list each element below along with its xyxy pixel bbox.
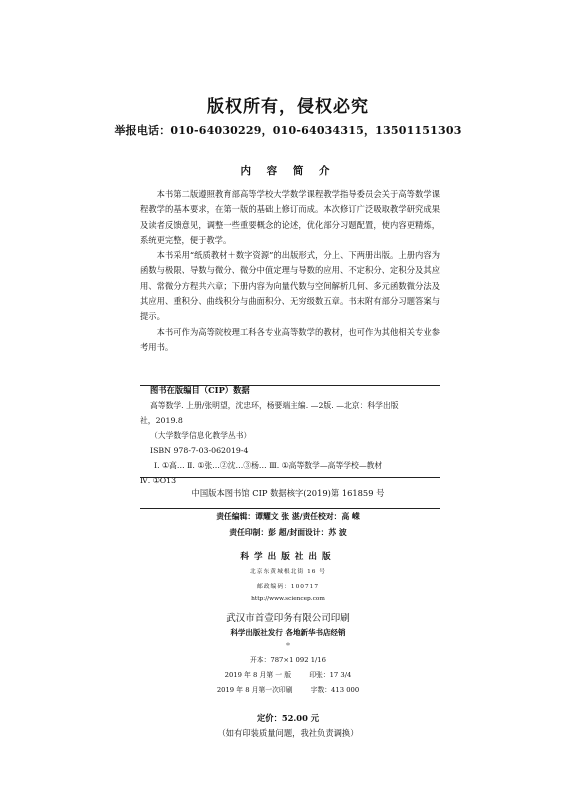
cip-subjects: Ⅰ. ①高… Ⅱ. ①张…②沈…③杨… Ⅲ. ①高等数学—高等学校—教材: [154, 461, 383, 470]
distributor: 科学出版社发行 各地新华书店经销: [230, 628, 346, 637]
intro-heading: 内 容 简 介: [240, 165, 336, 177]
edition-date: 2019 年 8 月第 一 版: [224, 671, 292, 679]
publisher-block: [0, 550, 576, 648]
print-specs: [0, 653, 576, 698]
book-format: 开本：787×1 092 1/16: [250, 656, 326, 664]
divider: [140, 477, 440, 478]
price: 定价：52.00 元: [256, 713, 320, 723]
printing-date: 2019 年 8 月第一次印刷: [216, 686, 293, 694]
quality-notice: （如有印装质量问题，我社负责调换）: [217, 728, 359, 738]
printed-sheets: 印张：17 3/4: [309, 671, 352, 679]
cip-bibliographic-line: 高等数学. 上册/张明望，沈忠环，杨要端主编. —2版. —北京：科学出版: [150, 401, 399, 410]
production-credits: 责任印制：彭 超/封面设计：苏 波: [229, 528, 347, 537]
copyright-title: 版权所有，侵权必究: [207, 97, 369, 117]
publisher-name: 科学出版社出版: [240, 552, 336, 562]
intro-paragraph: 本书采用“纸质教材＋数字资源”的出版形式，分上、下两册出版。上册内容为函数与极限、导数与微分、微分中值定理与导数的应用、不定积分、定积分及其应用、常微分方程共六章；下册内容为向量代数与空间解析几何、多元函数微分法及其应用、重积分、曲线积分与曲面积分、无穷级数五章。书末附有部分习题答案与提示。: [140, 250, 440, 322]
intro-body: [140, 187, 440, 355]
publisher-url: http://www.sciencep.com: [251, 596, 325, 602]
intro-paragraph: 本书第二版遵照教育部高等学校大学数学课程教学指导委员会关于高等数学课程教学的基本要求，在第一版的基础上修订而成。本次修订广泛吸取教学研究成果及读者反馈意见，调整一些重要概念的论述，优化部分习题配置，使内容更精炼，系统更完整，便于教学。: [140, 189, 440, 245]
copyright-notice: [0, 96, 576, 138]
publisher-address: 北京东黄城根北街 16 号: [249, 569, 327, 575]
cip-bibliographic-line: 社，2019.8: [140, 416, 183, 425]
printer-name: 武汉市首壹印务有限公司印刷: [226, 613, 350, 624]
cip-heading: 图书在版编目（CIP）数据: [150, 385, 250, 395]
cip-isbn: ISBN 978-7-03-062019-4: [150, 446, 249, 455]
intro-paragraph: 本书可作为高等院校理工科各专业高等数学的教材，也可作为其他相关专业参考用书。: [140, 326, 440, 352]
editor-credits: 责任编辑：谭耀文 张 湛/责任校对：高 嵘: [216, 512, 360, 521]
cip-series: （大学数学信息化教学丛书）: [150, 431, 252, 440]
separator-star: ＊: [285, 642, 291, 648]
word-count: 字数：413 000: [310, 686, 360, 694]
publisher-zip: 邮政编码：100717: [256, 584, 320, 590]
cip-record-number: 中国版本图书馆 CIP 数据核字(2019)第 161859 号: [191, 488, 385, 498]
credits: [0, 509, 576, 541]
cip-block: [140, 383, 440, 488]
report-phone: 举报电话：010-64030229，010-64034315，13501151303: [114, 124, 462, 137]
cip-classification: Ⅳ. ①O13: [140, 476, 177, 485]
